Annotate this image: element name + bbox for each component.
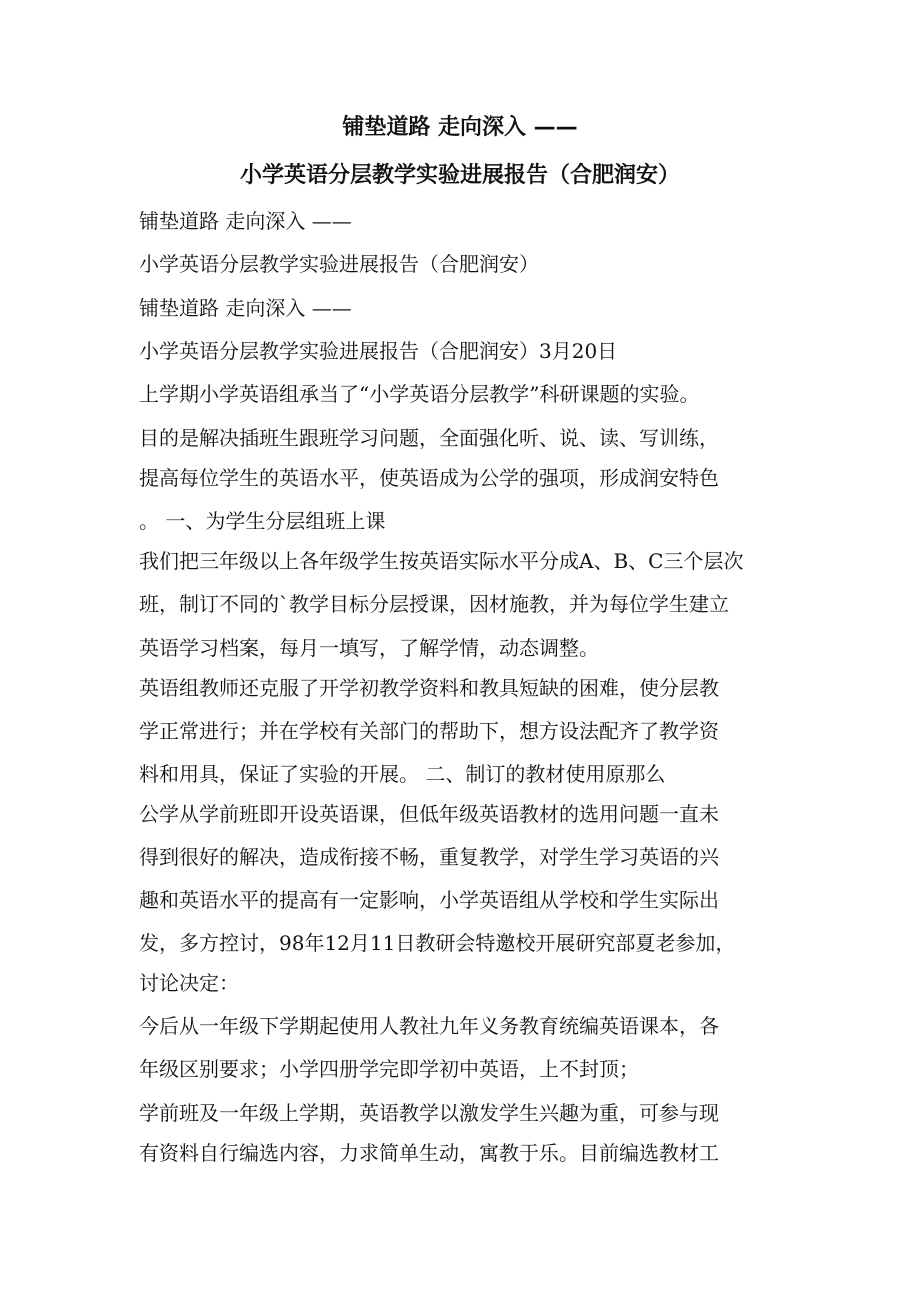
- paragraph-line: 。 一、为学生分层组班上课: [139, 509, 386, 533]
- paragraph-line: 班，制订不同的`教学目标分层授课，因材施教，并为每位学生建立: [139, 592, 729, 616]
- paragraph-line: 提高每位学生的英语水平，使英语成为公学的强项，形成润安特色: [139, 466, 719, 490]
- paragraph-line: 英语组教师还克服了开学初教学资料和教具短缺的困难，使分层教: [139, 676, 719, 700]
- paragraph-line: 英语学习档案，每月一填写，了解学情，动态调整。: [139, 636, 599, 660]
- paragraph-line: 我们把三年级以上各年级学生按英语实际水平分成A、B、C三个层次: [139, 549, 744, 573]
- document-title-line-2: 小学英语分层教学实验进展报告（合肥润安）: [239, 163, 680, 188]
- paragraph-line: 目的是解决插班生跟班学习问题，全面强化听、说、读、写训练，: [139, 426, 719, 450]
- paragraph-line: 趣和英语水平的提高有一定影响，小学英语组从学校和学生实际出: [139, 888, 719, 912]
- document-title-line-1: 铺垫道路 走向深入 ——: [342, 115, 578, 140]
- paragraph-line: 学正常进行；并在学校有关部门的帮助下，想方设法配齐了教学资: [139, 719, 719, 743]
- paragraph-line: 学前班及一年级上学期，英语教学以激发学生兴趣为重，可参与现: [139, 1101, 719, 1125]
- paragraph-line: 今后从一年级下学期起使用人教社九年义务教育统编英语课本，各: [139, 1014, 719, 1038]
- paragraph-line: 年级区别要求；小学四册学完即学初中英语，上不封顶；: [139, 1057, 639, 1081]
- paragraph-line: 料和用具，保证了实验的开展。 二、制订的教材使用原那么: [139, 762, 666, 786]
- paragraph-line: 得到很好的解决，造成衔接不畅，重复教学，对学生学习英语的兴: [139, 845, 719, 869]
- paragraph-line: 发，多方控讨，98年12月11日教研会特邀校开展研究部夏老参加，: [139, 931, 736, 955]
- paragraph-line: 小学英语分层教学实验进展报告（合肥润安）: [139, 252, 539, 276]
- paragraph-line: 铺垫道路 走向深入 ——: [139, 296, 352, 320]
- paragraph-line: 上学期小学英语组承当了“小学英语分层教学”科研课题的实验。: [139, 382, 700, 406]
- paragraph-line: 有资料自行编选内容，力求简单生动，寓教于乐。目前编选教材工: [139, 1141, 719, 1165]
- paragraph-line: 公学从学前班即开设英语课，但低年级英语教材的选用问题一直未: [139, 802, 719, 826]
- paragraph-line: 讨论决定：: [139, 971, 239, 995]
- paragraph-line: 铺垫道路 走向深入 ——: [139, 209, 352, 233]
- paragraph-line: 小学英语分层教学实验进展报告（合肥润安）3月20日: [139, 339, 618, 363]
